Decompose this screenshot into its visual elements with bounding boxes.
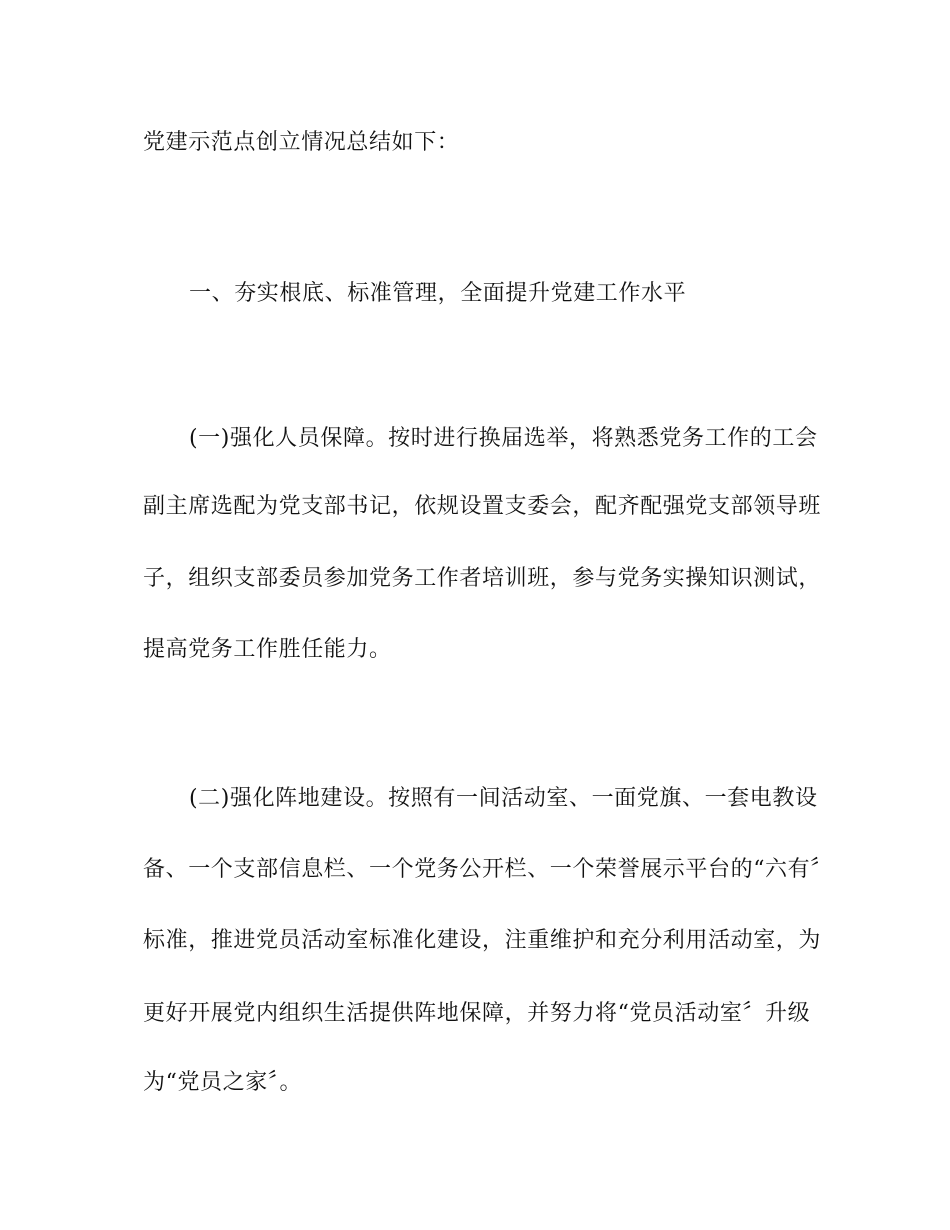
paragraph-2-line-3: 标准，推进党员活动室标准化建设，注重维护和充分利用活动室，为	[143, 928, 822, 953]
paragraph-2-line-5: 为“党员之家〞。	[143, 1070, 303, 1095]
paragraph-1-line-4: 提高党务工作胜任能力。	[143, 637, 392, 662]
paragraph-2-line-1: (二)强化阵地建设。按照有一间活动室、一面党旗、一套电教设	[189, 786, 818, 811]
paragraph-1-line-3: 子，组织支部委员参加党务工作者培训班，参与党务实操知识测试，	[143, 566, 822, 591]
intro-line: 党建示范点创立情况总结如下：	[143, 130, 460, 155]
paragraph-2-line-2: 备、一个支部信息栏、一个党务公开栏、一个荣誉展示平台的“六有〞	[143, 857, 833, 882]
paragraph-1-line-2: 副主席选配为党支部书记，依规设置支委会，配齐配强党支部领导班	[143, 494, 822, 519]
paragraph-2-line-4: 更好开展党内组织生活提供阵地保障，并努力将“党员活动室〞升级	[143, 1001, 811, 1026]
paragraph-1-line-1: (一)强化人员保障。按时进行换届选举，将熟悉党务工作的工会	[189, 426, 818, 451]
section-heading: 一、夯实根底、标准管理，全面提升党建工作水平	[189, 281, 687, 306]
